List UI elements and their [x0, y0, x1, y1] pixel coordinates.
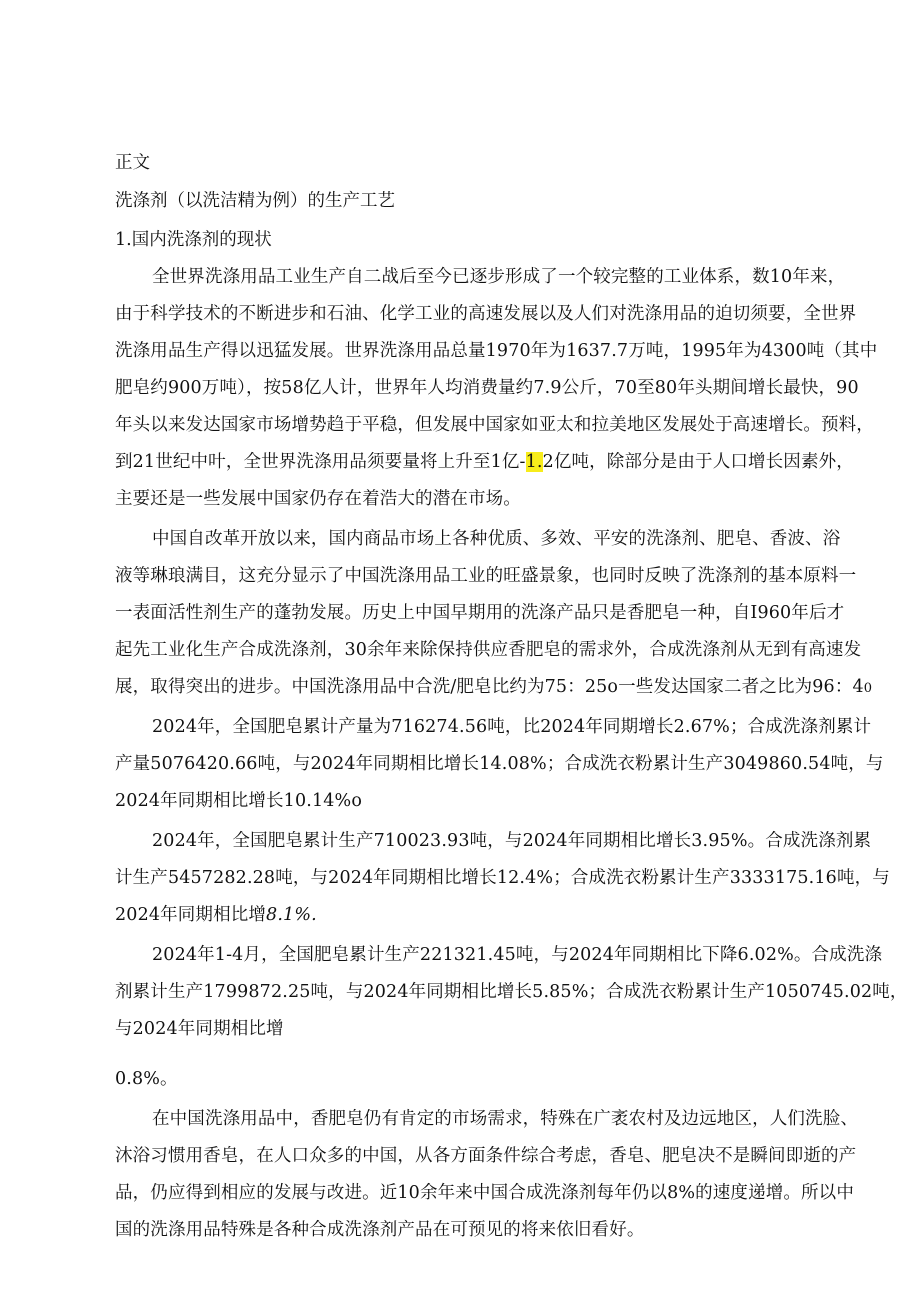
p1-line-6	[115, 450, 854, 474]
p2-line-2: 液等琳琅满目，这充分显示了中国洗涤用品工业的旺盛景象，也同时反映了洗涤剂的基本原料一	[115, 566, 857, 586]
p2-line-1: 中国自改革开放以来，国内商品市场上各种优质、多效、平安的洗涤剂、肥皂、香波、浴	[152, 529, 841, 549]
p3-line-2: 产量5076420.66吨，与2024年同期相比增长14.08%；合成洗衣粉累计生产3049860.54吨，与	[115, 754, 884, 774]
p4-line-3-pre: 2024年同期相比增	[115, 905, 267, 925]
p4-line-3	[115, 903, 317, 927]
p5-tail: 0.8%。	[115, 1069, 178, 1089]
p1-line-7: 主要还是一些发展中国家仍存在着浩大的潜在市场。	[115, 489, 521, 509]
p4-line-3-italic: 8.1%.	[266, 905, 317, 925]
p6-line-4: 国的洗涤用品特殊是各种合成洗涤剂产品在可预见的将来依旧看好。	[115, 1220, 645, 1240]
p1-line-1: 全世界洗涤用品工业生产自二战后至今已逐步形成了一个较完整的工业体系，数10年来，	[152, 267, 846, 287]
section-heading: 1.国内洗涤剂的现状	[115, 230, 272, 250]
p2-line-5	[115, 675, 872, 701]
document-title: 洗涤剂（以洗洁精为例）的生产工艺	[115, 191, 395, 211]
p2-line-4: 起先工业化生产合成洗涤剂，30余年来除保持供应香肥皂的需求外，合成洗涤剂从无到有高速发	[115, 640, 862, 660]
p2-line-5-sub: 0	[863, 681, 873, 696]
p1-line-6-post: 2亿吨，除部分是由于人口增长因素外，	[542, 452, 854, 472]
p1-line-4: 肥皂约900万吨），按58亿人计，世界年人均消费量约7.9公斤，70至80年头期间增长最快，90	[115, 378, 859, 398]
p1-line-2: 由于科学技术的不断进步和石油、化学工业的高速发展以及人们对洗涤用品的迫切须要，全世界	[115, 304, 857, 324]
p5-line-1: 2024年1-4月，全国肥皂累计生产221321.45吨，与2024年同期相比下降6.02%。合成洗涤	[152, 945, 883, 965]
p6-line-3: 品，仍应得到相应的发展与改进。近10余年来中国合成洗涤剂每年仍以8%的速度递增。所以中	[115, 1183, 854, 1203]
heading: 正文	[115, 153, 150, 173]
p6-line-2: 沐浴习惯用香皂，在人口众多的中国，从各方面条件综合考虑，香皂、肥皂决不是瞬间即逝的产	[115, 1146, 857, 1166]
p4-line-2: 计生产5457282.28吨，与2024年同期相比增长12.4%；合成洗衣粉累计生产3333175.16吨，与	[115, 868, 890, 888]
p4-line-1: 2024年，全国肥皂累计生产710023.93吨，与2024年同期相比增长3.95%。合成洗涤剂累	[152, 831, 872, 851]
highlighted-text: 1.	[525, 452, 543, 472]
p5-line-2: 剂累计生产1799872.25吨，与2024年同期相比增长5.85%；合成洗衣粉累计生产1050745.02吨，	[115, 982, 908, 1002]
p1-line-6-pre: 到21世纪中叶，全世界洗涤用品须要量将上升至1亿-	[115, 452, 526, 472]
p2-line-5-text: 展，取得突出的进步。中国洗涤用品中合洗/肥皂比约为75：25o一些发达国家二者之比为96：4	[115, 677, 864, 697]
p5-line-3: 与2024年同期相比增	[115, 1019, 284, 1039]
p3-line-3: 2024年同期相比增长10.14%o	[115, 791, 362, 811]
p3-line-1: 2024年，全国肥皂累计产量为716274.56吨，比2024年同期增长2.67%；合成洗涤剂累计	[152, 717, 872, 737]
p1-line-5: 年头以来发达国家市场增势趋于平稳，但发展中国家如亚太和拉美地区发展处于高速增长。预料，	[115, 415, 874, 435]
p1-line-3: 洗涤用品生产得以迅猛发展。世界洗涤用品总量1970年为1637.7万吨，1995年为4300吨（其中	[115, 341, 878, 361]
p2-line-3: 一表面活性剂生产的蓬勃发展。历史上中国早期用的洗涤产品只是香肥皂一种，自I960年后才	[115, 603, 845, 623]
p6-line-1: 在中国洗涤用品中，香肥皂仍有肯定的市场需求，特殊在广袤农村及边远地区，人们洗脸、	[152, 1109, 858, 1129]
